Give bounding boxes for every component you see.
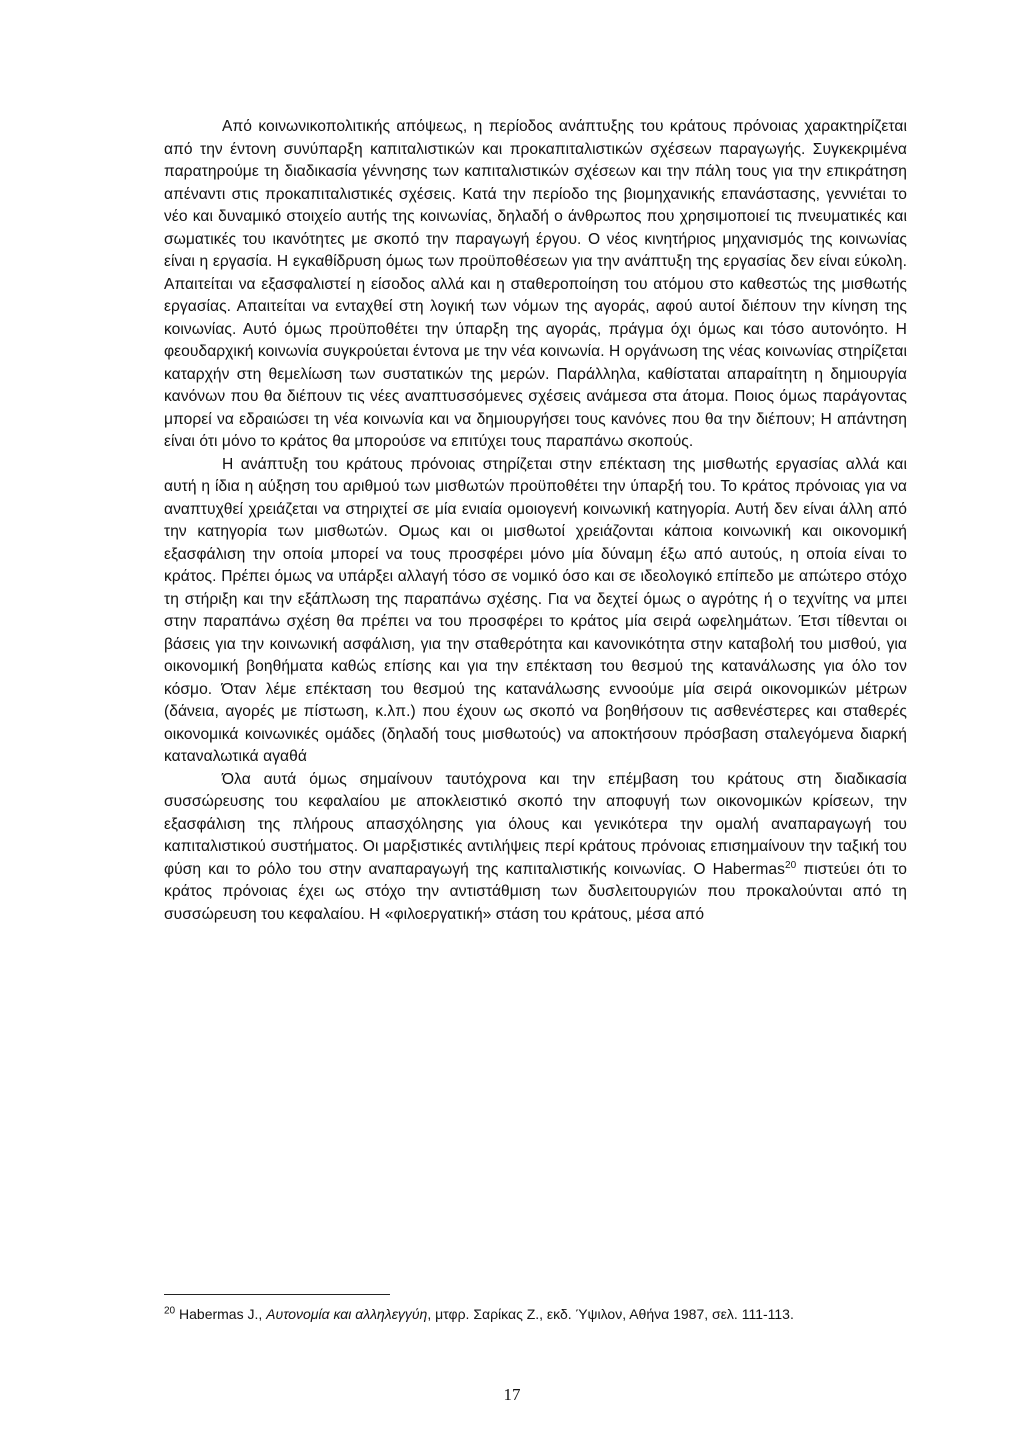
paragraph-text: πιστεύει ότι το κράτος πρόνοιας έχει ως στόχο την αντιστάθμιση των δυσλειτουργιών που προκαλούνται από τη συσσώρευση του κεφαλαίου. Η «φιλοεργατική» στάση του κράτους, μέσα από [164, 860, 908, 923]
footnote-separator [164, 1294, 390, 1295]
footnote-details: , μτφρ. Σαρίκας Ζ., εκδ. Ύψιλον, Αθήνα 1987, σελ. 111-113. [427, 1306, 794, 1322]
footnote-author: Habermas J., [175, 1306, 267, 1322]
paragraph: Από κοινωνικοπολιτικής απόψεως, η περίοδος ανάπτυξης του κράτους πρόνοιας χαρακτηρίζεται από την έντονη συνύπαρξη καπιταλιστικών και προκαπιταλιστικών σχέσεων παραγωγής. Συγκεκριμένα παρατηρούμε τη διαδικασία γέννησης των καπιταλιστικών σχέσεων και την πάλη τους για την επικράτηση απέναντι στις προκαπιταλιστικές σχέσεις. Κατά την περίοδο της βιομηχανικής επανάστασης, γεννιέται το νέο και δυναμικό στοιχείο αυτής της κοινωνίας, δηλαδή ο άνθρωπος που χρησιμοποιεί τις πνευματικές και σωματικές του ικανότητες με σκοπό την παραγωγή έργου. Ο νέος κινητήριος μηχανισμός της κοινωνίας είναι η εργασία. Η εγκαθίδρυση όμως των προϋποθέσεων για την ανάπτυξη της εργασίας δεν είναι εύκολη. Απαιτείται να εξασφαλιστεί η είσοδος αλλά και η σταθεροποίηση του ατόμου στο καθεστώς της μισθωτής εργασίας. Απαιτείται να ενταχθεί στη λογική των νόμων της αγοράς, αφού αυτοί διέπουν την κίνηση της κοινωνίας. Αυτό όμως προϋποθέτει την ύπαρξη της αγοράς, πράγμα όχι όμως και τόσο αυτονόητο. Η φεουδαρχική κοινωνία συγκρούεται έντονα με την νέα κοινωνία. Η οργάνωση της νέας κοινωνίας στηρίζεται καταρχήν στη θεμελίωση των συστατικών της μερών. Παράλληλα, καθίσταται απαραίτητη η δημιουργία κανόνων που θα διέπουν τις νέες αναπτυσσόμενες σχέσεις ανάμεσα στα άτομα. Ποιος όμως παράγοντας μπορεί να εδραιώσει τη νέα κοινωνία και να δημιουργήσει τους κανόνες που θα την διέπουν; Η απάντηση είναι ότι μόνο το κράτος θα μπορούσε να επιτύχει τους παραπάνω σκοπούς. [164, 118, 907, 450]
footnote-title: Αυτονομία και αλληλεγγύη [266, 1306, 428, 1322]
paragraph-text: Όλα αυτά όμως σημαίνουν ταυτόχρονα και την επέμβαση του κράτους στη διαδικασία συσσώρευσης του κεφαλαίου με αποκλειστικό σκοπό την αποφυγή των οικονομικών κρίσεων, την εξασφάλιση της πλήρους απασχόλησης για όλους και γενικότερα την ομαλή αναπαραγωγή του καπιταλιστικού συστήματος. Οι μαρξιστικές αντιλήψεις περί κράτους πρόνοιας επισημαίνουν την ταξική του φύση και το ρόλο του στην αναπαραγωγή της καπιταλιστικής κοινωνίας. Ο Habermas [164, 770, 907, 878]
footnote [164, 1304, 907, 1325]
footnote-reference[interactable]: 20 [785, 859, 797, 871]
paragraph [164, 769, 907, 927]
footnote-mark: 20 [164, 1305, 176, 1317]
page-number: 17 [503, 1385, 521, 1404]
body-text [164, 116, 907, 926]
paragraph: Η ανάπτυξη του κράτους πρόνοιας στηρίζεται στην επέκταση της μισθωτής εργασίας αλλά και αυτή η ίδια η αύξηση του αριθμού των μισθωτών προϋποθέτει την ύπαρξή του. Το κράτος πρόνοιας για να αναπτυχθεί χρειάζεται να στηριχτεί σε μία ενιαία ομοιογενή κοινωνική κατηγορία. Αυτή δεν είναι άλλη από την κατηγορία των μισθωτών. Ομως και οι μισθωτοί χρειάζονται κάποια κοινωνική και οικονομική εξασφάλιση την οποία μπορεί να τους προσφέρει μόνο μία δύναμη έξω από αυτούς, η οποία είναι το κράτος. Πρέπει όμως να υπάρξει αλλαγή τόσο σε νομικό όσο και σε ιδεολογικό επίπεδο με απώτερο στόχο τη στήριξη και την εξάπλωση της παραπάνω σχέσης. Για να δεχτεί όμως ο αγρότης ή ο τεχνίτης να μπει στην παραπάνω σχέση θα πρέπει να του προσφέρει το κράτος μία σειρά ωφελημάτων. Έτσι τίθενται οι βάσεις για την κοινωνική ασφάλιση, για την σταθερότητα και κανονικότητα στην καταβολή του μισθού, για οικονομική βοηθήματα καθώς επίσης και για την επέκταση του θεσμού της κατανάλωσης για όλο τον κόσμο. Όταν λέμε επέκταση του θεσμού της κατανάλωσης εννοούμε μία σειρά οικονομικών μέτρων (δάνεια, αγορές με πίστωση, κ.λπ.) που έχουν ως σκοπό να βοηθήσουν τις ασθενέστερες και σταθερές οικονομικά κοινωνικές ομάδες (δηλαδή τους μισθωτούς) να αποκτήσουν πρόσβαση σταλεγόμενα διαρκή καταναλωτικά αγαθά [164, 455, 907, 765]
